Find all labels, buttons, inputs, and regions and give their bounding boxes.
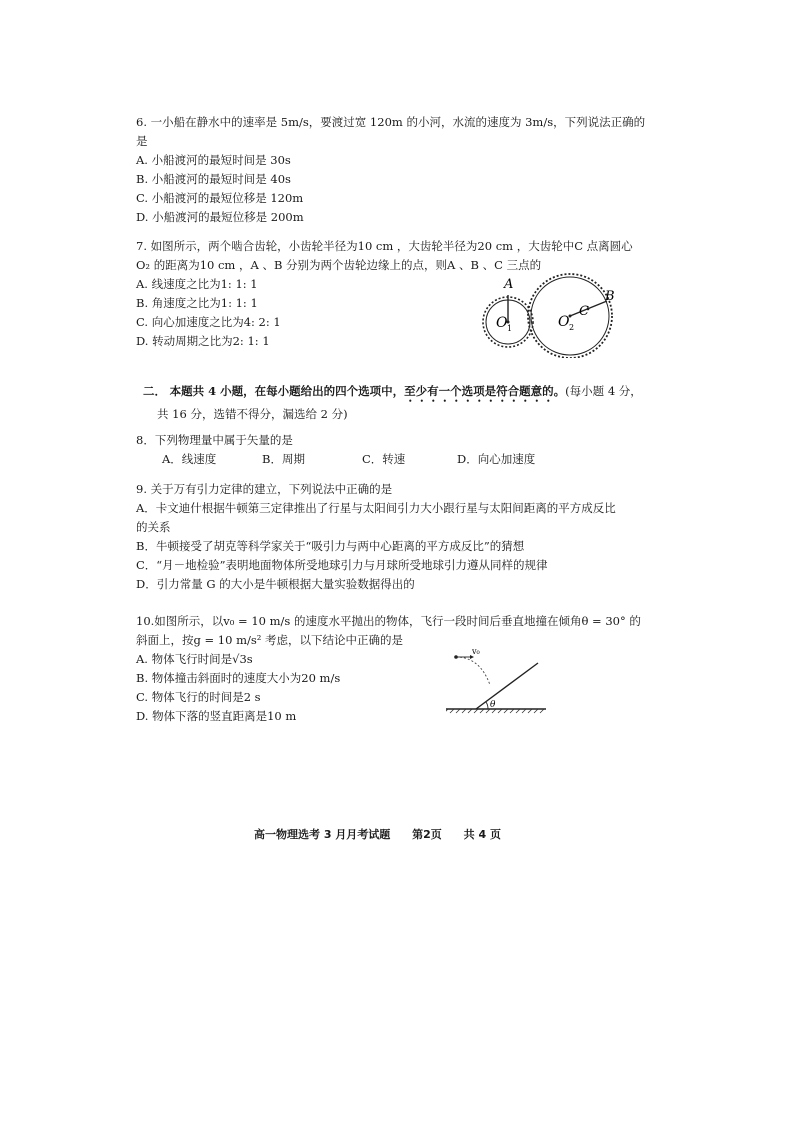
- label-a: A: [504, 277, 514, 292]
- section-emphasis: 至少有一个选项是符合题意的。: [404, 384, 566, 398]
- option-c: C．转速: [362, 452, 406, 466]
- option-a-continued: 的关系: [136, 520, 171, 534]
- option-b: B．周期: [262, 452, 305, 466]
- footer-title: 高一物理选考 3 月月考试题: [254, 828, 391, 841]
- option-a: A. 小船渡河的最短时间是 30s: [136, 153, 291, 167]
- option-d: D. 转动周期之比为2: 1: 1: [136, 334, 270, 348]
- option-d: D．引力常量 G 的大小是牛顿根据大量实验数据得出的: [136, 577, 415, 591]
- small-gear: [483, 295, 533, 347]
- label-b: B: [605, 289, 615, 304]
- label-theta: θ: [490, 700, 496, 710]
- page-footer: [254, 826, 519, 842]
- question-stem: 6. 一小船在静水中的速率是 5m/s，要渡过宽 120m 的小河，水流的速度为 3m/s，下列说法正确的: [136, 115, 646, 129]
- label-o2-subscript: 2: [569, 323, 575, 332]
- label-o2: O: [558, 314, 570, 330]
- footer-page: 第2页: [412, 828, 442, 841]
- option-a: A．线速度: [162, 452, 217, 466]
- options-row: [136, 450, 646, 469]
- option-c: C. 物体飞行的时间是2 s: [136, 690, 261, 704]
- option-c: C．“月－地检验”表明地面物体所受地球引力与月球所受地球引力遵从同样的规律: [136, 558, 548, 572]
- gears-figure: [478, 268, 618, 358]
- question-stem: 8．下列物理量中属于矢量的是: [136, 433, 293, 447]
- option-b: B. 物体撞击斜面时的速度大小为20 m/s: [136, 671, 341, 685]
- question-stem: 7. 如图所示，两个啮合齿轮，小齿轮半径为10 cm ，大齿轮半径为20 cm ，大齿轮中C 点离圆心: [136, 239, 633, 253]
- option-b: B. 角速度之比为1: 1: 1: [136, 296, 258, 310]
- option-a: A. 物体飞行时间是√3s: [136, 652, 253, 666]
- section-2-header: [143, 382, 663, 424]
- option-c: C. 向心加速度之比为4: 2: 1: [136, 315, 281, 329]
- large-gear: [528, 274, 612, 358]
- option-b: B．牛顿接受了胡克等科学家关于“吸引力与两中心距离的平方成反比”的猜想: [136, 539, 525, 553]
- section-number: 二．: [143, 384, 166, 398]
- option-a: A. 线速度之比为1: 1: 1: [136, 277, 258, 291]
- option-c: C. 小船渡河的最短位移是 120m: [136, 191, 304, 205]
- question-stem: 9. 关于万有引力定律的建立，下列说法中正确的是: [136, 482, 393, 496]
- question-9: [136, 480, 646, 594]
- question-stem: 10.如图所示，以v₀ = 10 m/s 的速度水平抛出的物体，飞行一段时间后垂直地撞在倾角θ = 30° 的: [136, 614, 641, 628]
- section-note-continued: 共 16 分，选错不得分，漏选给 2 分): [157, 407, 348, 421]
- trajectory-path: [456, 657, 490, 685]
- option-a: A．卡文迪什根据牛顿第三定律推出了行星与太阳间引力大小跟行星与太阳间距离的平方成反比: [136, 501, 616, 515]
- angle-arc: [486, 702, 488, 709]
- label-o1-subscript: 1: [507, 324, 513, 333]
- option-d: D．向心加速度: [457, 452, 536, 466]
- question-stem-continued: O₂ 的距离为10 cm ，A 、B 分别为两个齿轮边缘上的点，则A 、B 、C 三点的: [136, 258, 542, 272]
- incline-figure: [446, 645, 546, 717]
- question-stem-continued: 斜面上，按g = 10 m/s² 考虑，以下结论中正确的是: [136, 633, 404, 647]
- section-title: 本题共 4 小题，在每小题给出的四个选项中，: [169, 384, 405, 398]
- label-o1: O: [496, 315, 508, 331]
- section-note: (每小题 4 分，: [565, 384, 642, 398]
- question-6: [136, 113, 646, 227]
- label-v0: v₀: [472, 647, 480, 656]
- question-stem-continued: 是: [136, 134, 148, 148]
- footer-total: 共 4 页: [463, 828, 501, 841]
- option-d: D. 小船渡河的最短位移是 200m: [136, 210, 304, 224]
- option-b: B. 小船渡河的最短时间是 40s: [136, 172, 291, 186]
- label-c: C: [579, 304, 589, 319]
- question-10: [136, 612, 646, 726]
- incline-line: [476, 663, 538, 709]
- option-d: D. 物体下落的竖直距离是10 m: [136, 709, 297, 723]
- question-8: [136, 431, 646, 469]
